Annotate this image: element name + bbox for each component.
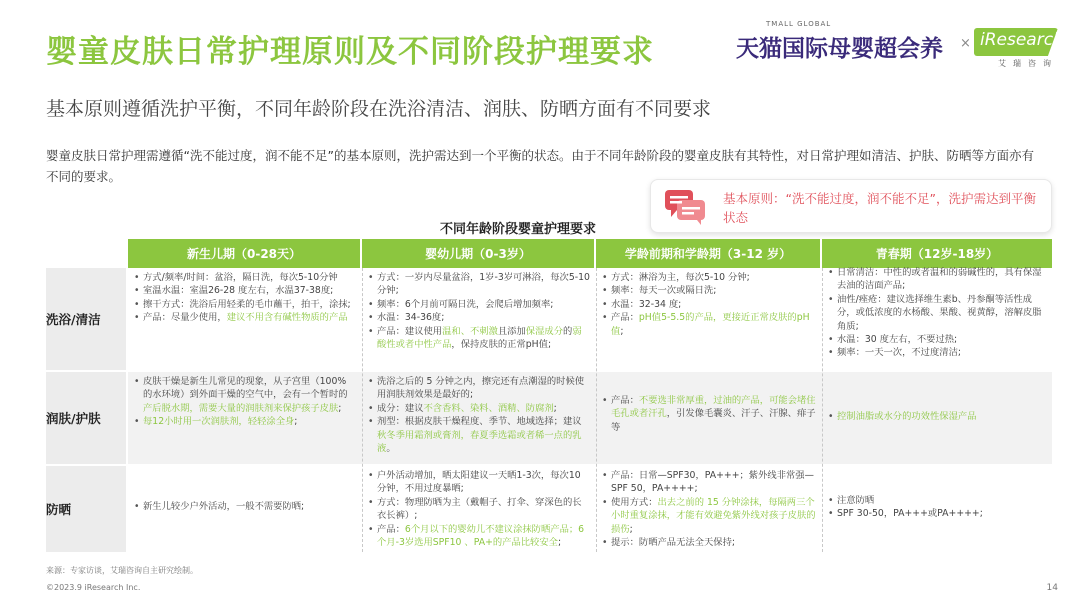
- bullet-text: 剂型：根据皮肤干燥程度、季节、地域选择；建议: [377, 416, 582, 428]
- bullet-item: [134, 375, 356, 415]
- bullet-item: [134, 311, 356, 324]
- highlight-text: 产后脱水期，需要大量的润肤剂来保护孩子皮肤: [143, 402, 339, 414]
- table-title: 不同年龄阶段婴童护理要求: [440, 222, 597, 237]
- cell-sunscreen-adolescent: [822, 466, 1052, 552]
- bullet-list: [134, 375, 356, 429]
- bullet-item: [602, 271, 816, 284]
- bullet-item: [368, 298, 590, 311]
- bullet-text: ;: [620, 325, 624, 337]
- bullet-list: [828, 410, 1046, 423]
- bullet-text: 频率：一天一次，不过度清洁;: [837, 347, 961, 359]
- row-label-moisturizing: 润肤/护肤: [46, 372, 126, 464]
- bullet-text: 产品：: [611, 395, 639, 406]
- bullet-item: [602, 284, 816, 297]
- bullet-list: [134, 271, 356, 325]
- bullet-text: 水温：32-34 度;: [611, 298, 682, 310]
- bullet-text: 产品：尽量少使用，: [143, 312, 227, 324]
- cell-sunscreen-school-age: [596, 466, 822, 552]
- tmall-logo: 天猫国际母婴超会养: [736, 36, 943, 62]
- copyright: ©2023.9 iResearch Inc.: [46, 583, 141, 592]
- page-number: 14: [1046, 583, 1058, 593]
- bullet-text: 皮肤干燥是新生儿常见的现象，从子宫里（100% 的水环境）到外面干燥的空气中，会有一个暂时的: [143, 376, 348, 401]
- bullet-text: 产品：建议使用: [377, 325, 443, 337]
- cell-moisturizing-school-age: [596, 372, 822, 464]
- bullet-list: [602, 394, 816, 434]
- column-divider: [822, 268, 823, 552]
- intro-paragraph: 婴童皮肤日常护理需遵循“洗不能过度，润不能不足”的基本原则，洗护需达到一个平衡的状态。由于不同年龄阶段的婴童皮肤有其特性，对日常护理如清洁、护肤、防晒等方面亦有不同的要求。: [46, 148, 1034, 184]
- chat-bubbles-icon: [663, 188, 707, 226]
- cell-moisturizing-adolescent: [822, 372, 1052, 464]
- column-header-school-age: 学龄前期和学龄期（3-12 岁）: [596, 239, 820, 268]
- bullet-text: 油性/痤疮：建议选择维生素b、丹参酮等活性成分，或低浓度的水杨酸、果酸、视黄醇，溶解皮脂角质;: [837, 293, 1042, 332]
- cell-cleansing-newborn: [128, 268, 362, 370]
- row-label-sunscreen: 防晒: [46, 466, 126, 552]
- bullet-item: [134, 271, 356, 284]
- bullet-item: [134, 298, 356, 311]
- cell-sunscreen-infant: [362, 466, 596, 552]
- page-title: 婴童皮肤日常护理原则及不同阶段护理要求: [46, 34, 654, 70]
- bullet-list: [602, 469, 816, 549]
- bullet-item: [368, 271, 590, 298]
- iresearch-cn-label: 艾瑞咨询: [998, 59, 1058, 68]
- bullet-text: 且添加: [497, 325, 526, 337]
- callout-text: 基本原则：“洗不能过度，润不能不足”，洗护需达到平衡状态: [723, 191, 1036, 225]
- iresearch-logo: iResearch: [980, 30, 1064, 50]
- bullet-item: [368, 325, 590, 352]
- bullet-text: 新生儿较少户外活动，一般不需要防晒;: [143, 501, 305, 512]
- bullet-list: [134, 500, 356, 513]
- care-requirements-table: [46, 239, 1052, 552]
- column-header-newborn: 新生儿期（0-28天）: [128, 239, 360, 268]
- bullet-text: ;: [629, 523, 633, 535]
- bullet-item: [368, 402, 590, 415]
- highlight-text: 建议不用含有碱性物质的产品: [226, 312, 348, 324]
- bullet-text: 产品：: [611, 312, 639, 324]
- cell-cleansing-school-age: [596, 268, 822, 370]
- bullet-text: 频率：每天一次或隔日洗;: [611, 285, 717, 297]
- bullet-item: [828, 410, 1046, 423]
- bullet-text: 频率：6个月前可隔日洗，会爬后增加频率;: [377, 298, 554, 310]
- bullet-text: 户外活动增加，晒太阳建议一天晒1-3次，每次10 分钟，不用过度暴晒;: [377, 470, 581, 495]
- highlight-text: 温和、不刺激: [442, 325, 498, 337]
- source-note: 来源：专家访谈，艾瑞咨询自主研究绘制。: [46, 566, 198, 575]
- highlight-text: 不要选非常厚重，过油的产品，可能会堵住毛孔或者汗孔: [611, 395, 816, 420]
- highlight-text: 每12小时用一次润肤剂，轻轻涂全身: [143, 416, 295, 428]
- bullet-list: [368, 271, 590, 351]
- bullet-item: [828, 266, 1046, 293]
- highlight-text: 6个月以下的婴幼儿不建议涂抹防晒产品；6个月-3岁选用SPF10 、PA+的产品比较安全: [377, 523, 585, 549]
- tmall-global-label: TMALL GLOBAL: [766, 20, 832, 28]
- bullet-item: [828, 494, 1046, 507]
- bullet-item: [602, 469, 816, 496]
- highlight-text: 保湿成分: [525, 325, 563, 337]
- row-label-cleansing: 洗浴/清洁: [46, 268, 126, 370]
- bullet-text: 擦干方式：洗浴后用轻柔的毛巾蘸干，拍干，涂抹;: [143, 298, 351, 310]
- bullet-item: [134, 500, 356, 513]
- bullet-item: [828, 507, 1046, 520]
- bullet-text: 日常清洁：中性的或者温和的弱碱性的，具有保湿去油的洁面产品;: [837, 267, 1042, 292]
- bullet-text: 使用方式：: [611, 496, 658, 508]
- bullet-text: 注意防晒: [837, 495, 875, 506]
- bullet-item: [368, 415, 590, 455]
- highlight-text: 弱酸性或者中性产品: [377, 325, 582, 351]
- bullet-item: [828, 333, 1046, 346]
- highlight-text: pH值5-5.5的产品，更接近正常皮肤的pH 值: [611, 312, 810, 337]
- bullet-text: 水温：30 度左右，不要过热;: [837, 334, 958, 346]
- bullet-list: [828, 266, 1046, 360]
- bullet-text: 成分：建议: [377, 402, 424, 414]
- highlight-text: 控制油脂或水分的功效性保湿产品: [837, 411, 977, 422]
- column-divider: [596, 268, 597, 552]
- bullet-item: [368, 523, 590, 550]
- highlight-text: 不含香料、染料、酒精、防腐剂: [423, 402, 554, 414]
- brand-logos: [736, 20, 1064, 72]
- bullet-text: ;: [294, 416, 298, 428]
- bullet-text: 。: [386, 443, 396, 455]
- bullet-text: 水温：34-36度;: [377, 312, 445, 324]
- bullet-text: 洗浴之后的 5 分钟之内，擦完还有点潮湿的时候使用润肤剂效果是最好的;: [377, 376, 585, 401]
- bullet-text: 方式：一岁内尽量盆浴，1岁-3岁可淋浴，每次5-10 分钟;: [377, 272, 590, 297]
- cell-sunscreen-newborn: [128, 466, 362, 552]
- bullet-text: 方式：淋浴为主，每次5-10 分钟;: [611, 272, 750, 283]
- bullet-item: [368, 469, 590, 496]
- bullet-text: SPF 30-50，PA+++或PA++++;: [837, 508, 983, 520]
- bullet-list: [828, 494, 1046, 521]
- highlight-text: 秋冬季用霜剂或膏剂，春夏季选霜或者稀一点的乳液: [377, 429, 582, 455]
- bullet-list: [602, 271, 816, 338]
- highlight-text: 出去之前的 15 分钟涂抹，每隔两三个小时重复涂抹，才能有效避免紫外线对孩子皮肤的损伤: [611, 496, 816, 535]
- bullet-item: [602, 311, 816, 338]
- bullet-item: [828, 293, 1046, 333]
- bullet-item: [368, 375, 590, 402]
- bullet-text: 方式：物理防晒为主（戴帽子、打伞、穿深色的长衣长裤）;: [377, 496, 582, 522]
- bullet-item: [134, 284, 356, 297]
- bullet-text: 产品：日常—SPF30，PA+++；紫外线非常强—SPF 50，PA++++;: [611, 470, 814, 495]
- column-header-infant: 婴幼儿期（0-3岁）: [362, 239, 594, 268]
- cell-cleansing-adolescent: [822, 263, 1052, 370]
- bullet-text: ;: [557, 537, 562, 549]
- bullet-item: [602, 536, 816, 549]
- bullet-list: [368, 469, 590, 549]
- cell-moisturizing-infant: [362, 372, 596, 464]
- bullet-item: [602, 496, 816, 536]
- cell-cleansing-infant: [362, 268, 596, 370]
- logo-separator: ×: [960, 36, 971, 51]
- bullet-text: 室温水温：室温26-28 度左右，水温37-38度;: [143, 285, 334, 297]
- principle-callout: [650, 179, 1052, 233]
- bullet-item: [828, 346, 1046, 359]
- bullet-text: ，保持皮肤的正常pH值;: [451, 339, 552, 351]
- cell-moisturizing-newborn: [128, 372, 362, 464]
- bullet-text: 提示：防晒产品无法全天保持;: [611, 537, 735, 549]
- bullet-text: ;: [338, 402, 342, 414]
- bullet-text: 方式/频率/时间：盆浴，隔日洗，每次5-10分钟: [143, 272, 338, 283]
- bullet-text: ，引发像毛囊炎、汗子、汗腺、痱子等: [611, 408, 816, 433]
- bullet-item: [134, 415, 356, 428]
- column-header-adolescent: 青春期（12岁-18岁）: [822, 239, 1052, 268]
- bullet-list: [368, 375, 590, 455]
- bullet-item: [602, 394, 816, 434]
- bullet-item: [368, 311, 590, 324]
- bullet-item: [368, 496, 590, 523]
- bullet-text: 的: [563, 325, 573, 337]
- bullet-text: 产品：: [377, 523, 405, 535]
- column-divider: [362, 268, 363, 552]
- bullet-item: [602, 298, 816, 311]
- page-subtitle: 基本原则遵循洗护平衡，不同年龄阶段在洗浴清洁、润肤、防晒方面有不同要求: [46, 98, 712, 120]
- bullet-text: ;: [553, 402, 557, 414]
